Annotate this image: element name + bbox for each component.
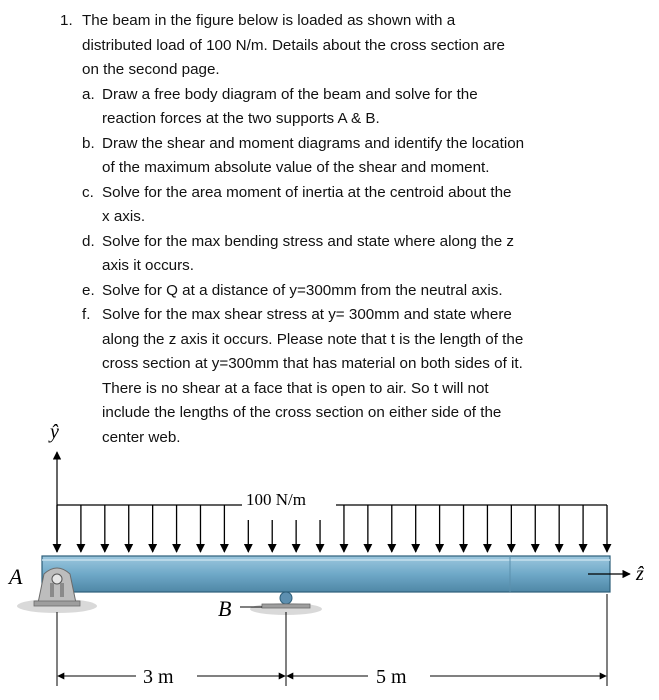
part-text: Draw a free body diagram of the beam and solve for the bbox=[102, 85, 478, 103]
part-text: There is no shear at a face that is open to air. So t will not bbox=[102, 379, 489, 397]
part-text: Draw the shear and moment diagrams and identify the location bbox=[102, 134, 525, 152]
part-text: center web. bbox=[102, 428, 181, 446]
part-text: axis it occurs. bbox=[102, 257, 194, 274]
dimensions bbox=[57, 594, 607, 688]
problem-number: 1. bbox=[60, 12, 73, 29]
z-axis-label: ẑ bbox=[636, 563, 644, 585]
beam bbox=[42, 556, 610, 592]
intro-text: The beam in the figure below is loaded as shown with a bbox=[82, 12, 456, 29]
part-label: f. bbox=[82, 306, 91, 323]
part-text: Solve for Q at a distance of y=300mm from the neutral axis. bbox=[102, 281, 503, 299]
part-text: of the maximum absolute value of the shear and moment. bbox=[102, 159, 490, 176]
load-label: 100 N/m bbox=[246, 490, 306, 509]
y-axis-label: ŷ bbox=[50, 421, 59, 443]
part-text: cross section at y=300mm that has material on both sides of it. bbox=[102, 355, 523, 372]
support-b-roller bbox=[218, 592, 322, 621]
part-text: reaction forces at the two supports A & B. bbox=[102, 110, 380, 127]
dim-left-label: 3 m bbox=[143, 666, 174, 688]
part-text: include the lengths of the cross section on either side of the bbox=[102, 404, 502, 421]
support-a-label: A bbox=[9, 564, 23, 589]
support-b-label: B bbox=[218, 596, 232, 621]
distributed-load bbox=[57, 490, 607, 552]
part-label: e. bbox=[82, 281, 95, 299]
part-text: Solve for the area moment of inertia at the centroid about the bbox=[102, 183, 512, 201]
intro-text: on the second page. bbox=[82, 61, 220, 78]
intro-text: distributed load of 100 N/m. Details about the cross section are bbox=[82, 36, 505, 54]
part-label: a. bbox=[82, 85, 95, 103]
part-label: c. bbox=[82, 183, 94, 201]
part-text: along the z axis it occurs. Please note that t is the length of the bbox=[102, 330, 524, 348]
part-text: x axis. bbox=[102, 208, 146, 225]
part-text: Solve for the max bending stress and state where along the z bbox=[102, 232, 514, 250]
dim-right-label: 5 m bbox=[376, 666, 407, 688]
part-text: Solve for the max shear stress at y= 300mm and state where bbox=[102, 306, 512, 323]
load-arrows bbox=[57, 505, 607, 552]
part-label: d. bbox=[82, 232, 95, 250]
part-label: b. bbox=[82, 134, 95, 152]
